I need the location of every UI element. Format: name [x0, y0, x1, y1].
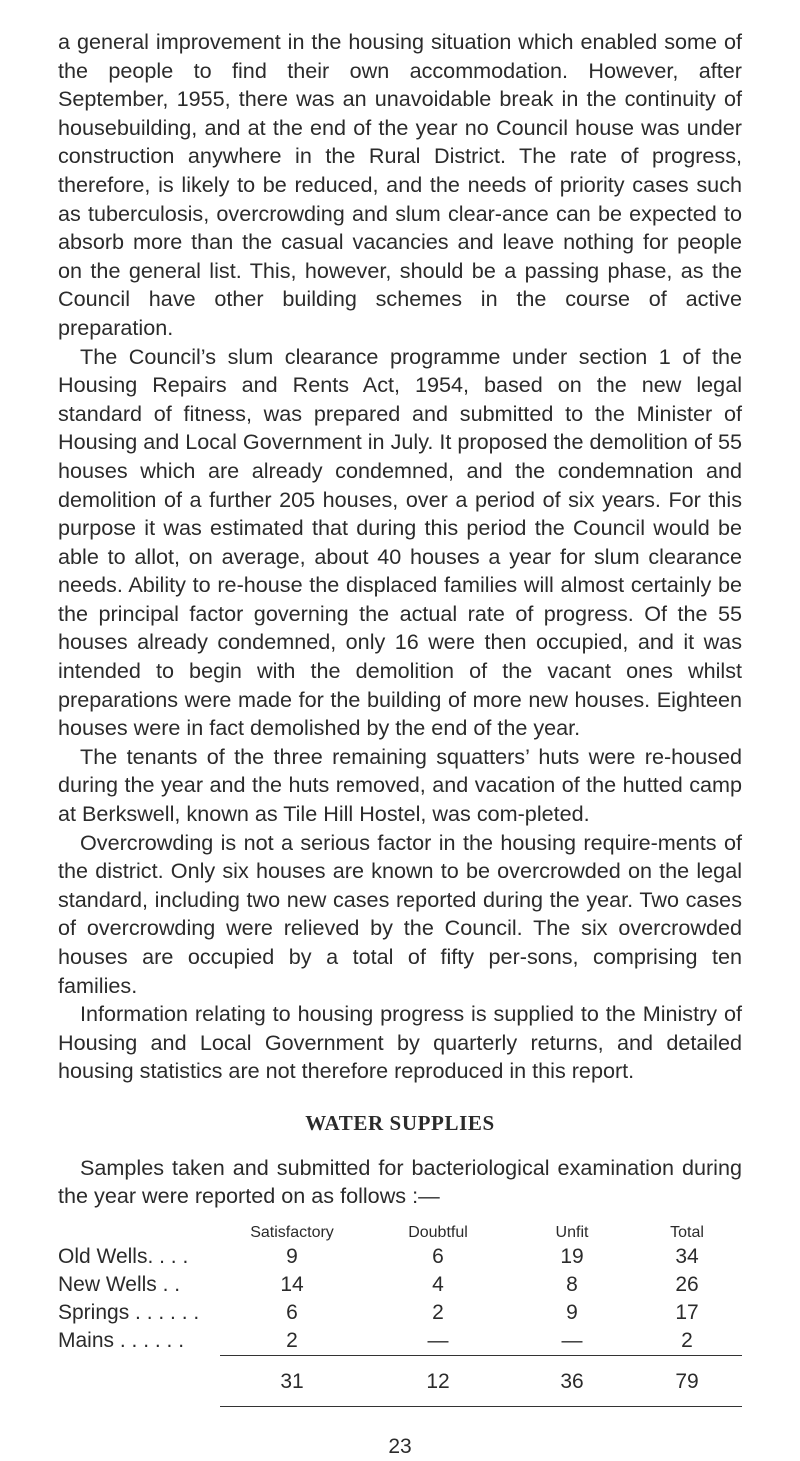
cell-value: — — [561, 1328, 583, 1352]
column-header-satisfactory: Satisfactory — [250, 1223, 334, 1241]
total-satisfactory: 31 — [220, 1355, 364, 1406]
paragraph-slum-clearance: The Council’s slum clearance programme under section 1 of the Housing Repairs and Rents Act, 1954, based on the new legal standard of fitness, was prepared and submitted to the Minister of Housing and Local Government in July. It proposed the demolition of 55 houses which are already condemned, and the condemnation and demolition of a further 205 houses, over a period of six years. For this purpose it was estimated that during this period the Council would be able to allot, on average, about 40 houses a year for slum clearance needs. Ability to re-house the displaced families will almost certainly be the principal factor governing the actual rate of progress. Of the 55 houses already condemned, only 16 were then occupied, and it was intended to begin with the demolition of the vacant ones whilst preparations were made for the building of more new houses. Eighteen houses were in fact demolished by the end of the year. — [58, 343, 742, 741]
total-unfit: 36 — [512, 1355, 632, 1406]
row-label-new-wells: New Wells . . — [58, 1272, 181, 1296]
totals-row — [58, 1355, 742, 1406]
cell-value: 34 — [675, 1244, 699, 1268]
totals-label-blank — [58, 1355, 220, 1406]
total-total: 79 — [632, 1355, 742, 1406]
table-row — [58, 1327, 742, 1356]
cell-value: 2 — [432, 1300, 444, 1324]
cell-value: 14 — [280, 1272, 304, 1296]
paragraph-housing-improvement: a general improvement in the housing situation which enabled some of the people to find their own accommodation. However, after September, 1955, there was an unavoidable break in the continuity of housebuilding, and at the end of the year no Council house was under construction anywhere in the Rural District. The rate of progress, therefore, is likely to be reduced, and the needs of priority cases such as tuberculosis, overcrowding and slum clear-ance can be expected to absorb more than the casual vacancies and leave nothing for people on the general list. This, however, should be a passing phase, as the Council have other building schemes in the course of active preparation. — [58, 29, 742, 340]
table-header-row — [58, 1223, 742, 1243]
cell-value: 6 — [286, 1300, 298, 1324]
cell-value: 6 — [432, 1244, 444, 1268]
cell-value: 19 — [560, 1244, 584, 1268]
total-doubtful: 12 — [364, 1355, 512, 1406]
cell-value: 17 — [675, 1300, 699, 1324]
column-header-total: Total — [670, 1223, 704, 1241]
paragraph-squatters-huts: The tenants of the three remaining squatters’ huts were re-housed during the year and the huts removed, and vacation of the hutted camp at Berkswell, known as Tile Hill Hostel, was com-pleted. — [58, 743, 742, 827]
paragraph-overcrowding: Overcrowding is not a serious factor in the housing require-ments of the district. Only six houses are known to be overcrowded on the legal standard, including two new cases reported during the year. Two cases of overcrowding were relieved by the Council. The six overcrowded houses are occupied by a total of fifty per-sons, comprising ten families. — [58, 829, 742, 998]
row-label-springs: Springs . . . . . . — [58, 1300, 200, 1324]
water-intro-text: Samples taken and submitted for bacteriological examination during the year were reported on as follows :— — [58, 1154, 742, 1209]
row-label-old-wells: Old Wells. . . . — [58, 1244, 189, 1268]
cell-value: 9 — [286, 1244, 298, 1268]
water-samples-table — [58, 1223, 742, 1407]
cell-value: 4 — [432, 1272, 444, 1296]
section-heading-water-supplies: WATER SUPPLIES — [305, 1110, 495, 1135]
paragraph-housing-statistics: Information relating to housing progress is supplied to the Ministry of Housing and Local Government by quarterly returns, and detailed housing statistics are not therefore reproduced in this report. — [58, 1001, 742, 1084]
document-page — [58, 28, 742, 1461]
table-row — [58, 1271, 742, 1299]
cell-value: 26 — [675, 1272, 699, 1296]
table-row — [58, 1299, 742, 1327]
cell-value: 9 — [566, 1300, 578, 1324]
cell-value: 2 — [681, 1328, 693, 1352]
page-number: 23 — [388, 1434, 412, 1458]
cell-value: — — [427, 1328, 449, 1352]
row-label-mains: Mains . . . . . . — [58, 1329, 185, 1352]
column-header-doubtful: Doubtful — [408, 1223, 468, 1241]
column-header-blank — [58, 1223, 220, 1243]
column-header-unfit: Unfit — [555, 1223, 589, 1241]
cell-value: 8 — [566, 1272, 578, 1296]
table-row — [58, 1243, 742, 1271]
cell-value: 2 — [286, 1328, 298, 1352]
